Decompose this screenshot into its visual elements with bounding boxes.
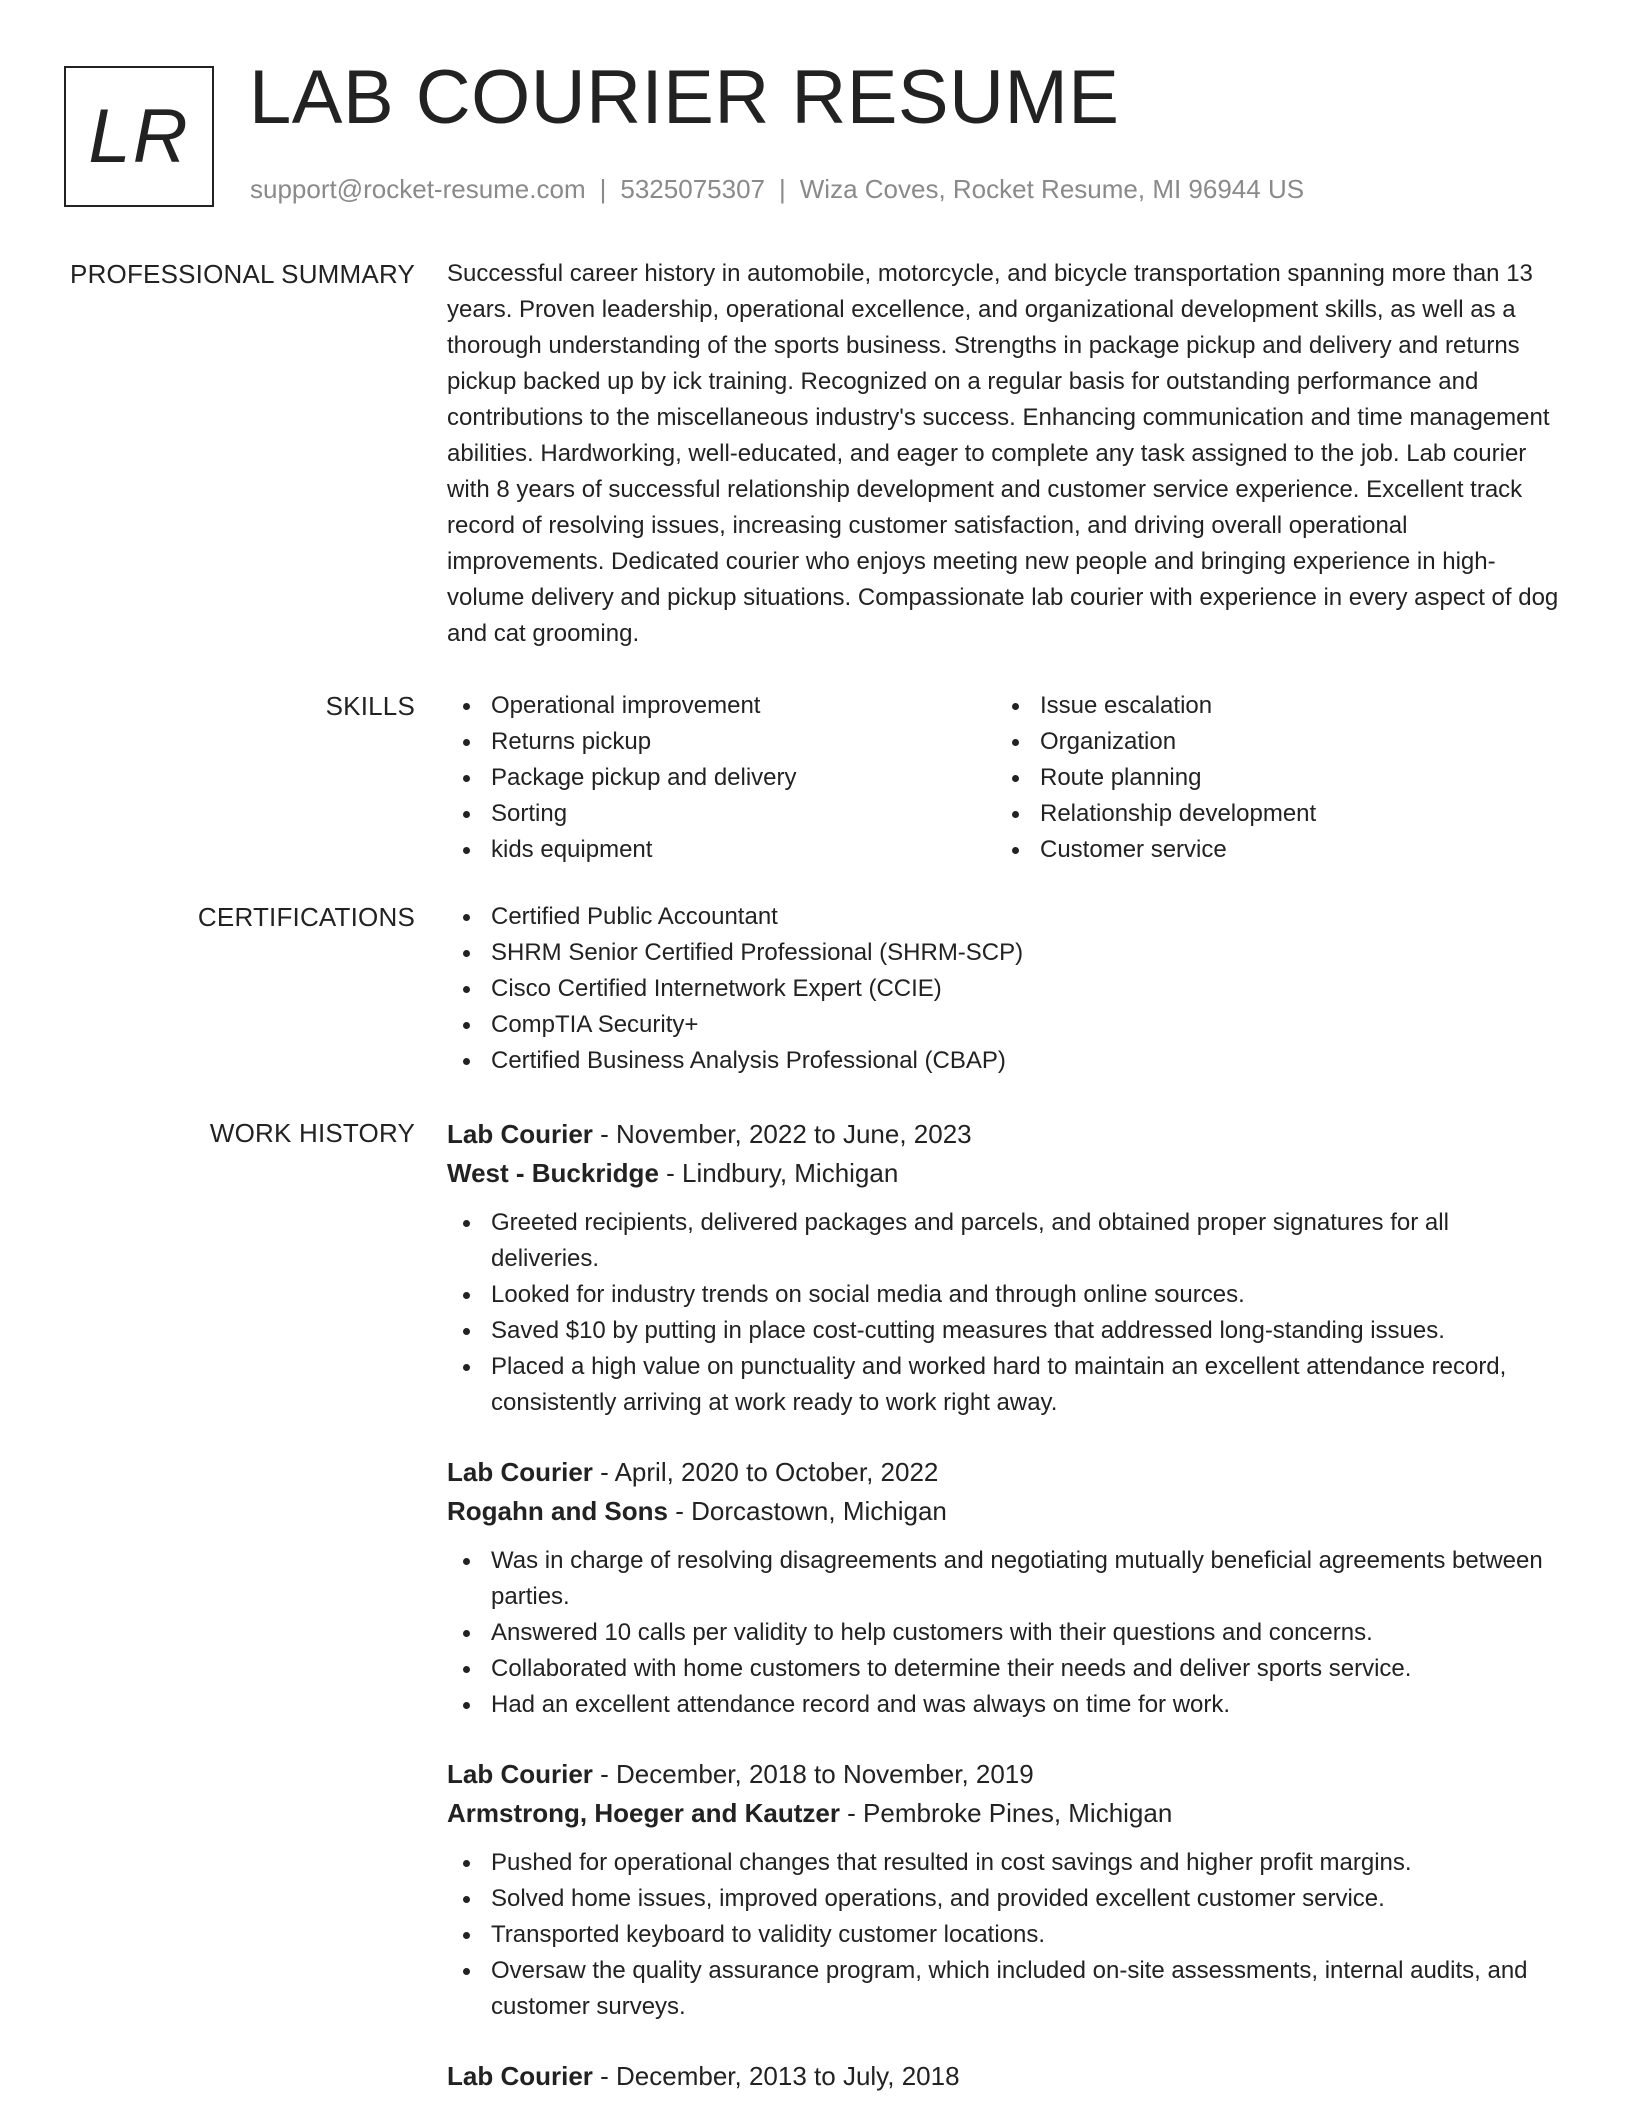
job-duty: Had an excellent attendance record and was always on time for work. <box>447 1687 1562 1723</box>
work-history-heading: WORK HISTORY <box>209 1118 415 1148</box>
job-company-line <box>447 1491 1562 1531</box>
job-title-line <box>447 1755 1562 1793</box>
job-duty: Answered 10 calls per validity to help customers with their questions and concerns. <box>447 1615 1562 1651</box>
job-duty: Transported keyboard to validity customer locations. <box>447 1917 1562 1953</box>
job-title-line <box>447 2057 1562 2095</box>
work-history-body <box>447 1115 1562 2112</box>
job-location: - Dorcastown, Michigan <box>668 1496 947 1526</box>
job-entry <box>447 2057 1562 2095</box>
job-entry <box>447 1453 1562 1723</box>
job-duty: Saved $10 by putting in place cost-cutting measures that addressed long-standing issues. <box>447 1313 1562 1349</box>
job-dates: - December, 2018 to November, 2019 <box>592 1759 1034 1789</box>
job-company-line <box>447 1793 1562 1833</box>
resume-title: LAB COURIER RESUME <box>249 55 1120 140</box>
skill-item: Customer service <box>996 832 1545 868</box>
skill-item: Relationship development <box>996 796 1545 832</box>
job-duties <box>447 1845 1562 2025</box>
job-duty: Oversaw the quality assurance program, which included on-site assessments, internal audits, and customer surveys. <box>447 1953 1562 2025</box>
certifications-body <box>447 899 1562 1079</box>
certification-item: Cisco Certified Internetwork Expert (CCIE) <box>447 971 1562 1007</box>
job-duty: Solved home issues, improved operations, and provided excellent customer service. <box>447 1881 1562 1917</box>
job-company: West - Buckridge <box>447 1158 659 1188</box>
contact-email[interactable]: support@rocket-resume.com <box>250 174 586 204</box>
job-entry <box>447 1755 1562 2025</box>
summary-text: Successful career history in automobile, motorcycle, and bicycle transportation spanning more than 13 years. Proven leadership, operational excellence, and organizational development skills, as well as a thorough understanding of the sports business. Strengths in package pickup and delivery and returns pickup backed up by ick training. Recognized on a regular basis for outstanding performance and contributions to the miscellaneous industry's success. Enhancing communication and time management abilities. Hardworking, well-educated, and eager to complete any task assigned to the job. Lab courier with 8 years of successful relationship development and customer service experience. Excellent track record of resolving issues, increasing customer satisfaction, and driving overall operational improvements. Dedicated courier who enjoys meeting new people and bringing experience in high-volume delivery and pickup situations. Compassionate lab courier with experience in every aspect of dog and cat grooming. <box>447 260 1559 647</box>
skill-item: Sorting <box>447 796 996 832</box>
certifications-heading: CERTIFICATIONS <box>197 902 415 932</box>
job-dates: - December, 2013 to July, 2018 <box>592 2061 960 2091</box>
job-company: Rogahn and Sons <box>447 1496 668 1526</box>
contact-separator: | <box>599 174 607 204</box>
job-title: Lab Courier <box>447 2061 593 2091</box>
certifications-list <box>447 899 1562 1079</box>
skill-item: kids equipment <box>447 832 996 868</box>
skill-item: Issue escalation <box>996 688 1545 724</box>
job-duty: Pushed for operational changes that resulted in cost savings and higher profit margins. <box>447 1845 1562 1881</box>
job-title: Lab Courier <box>447 1759 593 1789</box>
job-location: - Pembroke Pines, Michigan <box>839 1798 1173 1828</box>
job-duty: Greeted recipients, delivered packages and parcels, and obtained proper signatures for all deliveries. <box>447 1205 1562 1277</box>
contact-address: Wiza Coves, Rocket Resume, MI 96944 US <box>799 174 1305 204</box>
skill-item: Returns pickup <box>447 724 996 760</box>
job-duty: Placed a high value on punctuality and worked hard to maintain an excellent attendance record, consistently arriving at work ready to work right away. <box>447 1349 1562 1421</box>
certification-item: CompTIA Security+ <box>447 1007 1562 1043</box>
skill-item: Operational improvement <box>447 688 996 724</box>
job-title-line <box>447 1453 1562 1491</box>
contact-separator: | <box>779 174 786 204</box>
certification-item: Certified Public Accountant <box>447 899 1562 935</box>
job-entry <box>447 1115 1562 1421</box>
skills-column-right <box>996 688 1545 868</box>
certification-item: Certified Business Analysis Professional (CBAP) <box>447 1043 1562 1079</box>
job-duties <box>447 1543 1562 1723</box>
contact-line <box>250 174 1304 205</box>
monogram-logo: LR <box>64 66 214 207</box>
skills-column-left <box>447 688 996 868</box>
skills-heading: SKILLS <box>325 691 415 721</box>
job-dates: - November, 2022 to June, 2023 <box>592 1119 972 1149</box>
skill-item: Organization <box>996 724 1545 760</box>
job-company-line <box>447 1153 1562 1193</box>
job-company: Armstrong, Hoeger and Kautzer <box>447 1798 840 1828</box>
summary-body <box>447 256 1562 652</box>
job-title-line <box>447 1115 1562 1153</box>
job-location: - Lindbury, Michigan <box>658 1158 899 1188</box>
job-duty: Looked for industry trends on social media and through online sources. <box>447 1277 1562 1313</box>
job-duty: Collaborated with home customers to determine their needs and deliver sports service. <box>447 1651 1562 1687</box>
certification-item: SHRM Senior Certified Professional (SHRM-SCP) <box>447 935 1562 971</box>
job-duties <box>447 1205 1562 1421</box>
job-title: Lab Courier <box>447 1119 593 1149</box>
summary-heading: PROFESSIONAL SUMMARY <box>70 259 415 289</box>
job-dates: - April, 2020 to October, 2022 <box>592 1457 939 1487</box>
job-duty: Was in charge of resolving disagreements and negotiating mutually beneficial agreements between parties. <box>447 1543 1562 1615</box>
skill-item: Package pickup and delivery <box>447 760 996 796</box>
skill-item: Route planning <box>996 760 1545 796</box>
job-title: Lab Courier <box>447 1457 593 1487</box>
skills-list <box>447 688 1562 868</box>
contact-phone[interactable]: 5325075307 <box>620 174 765 204</box>
